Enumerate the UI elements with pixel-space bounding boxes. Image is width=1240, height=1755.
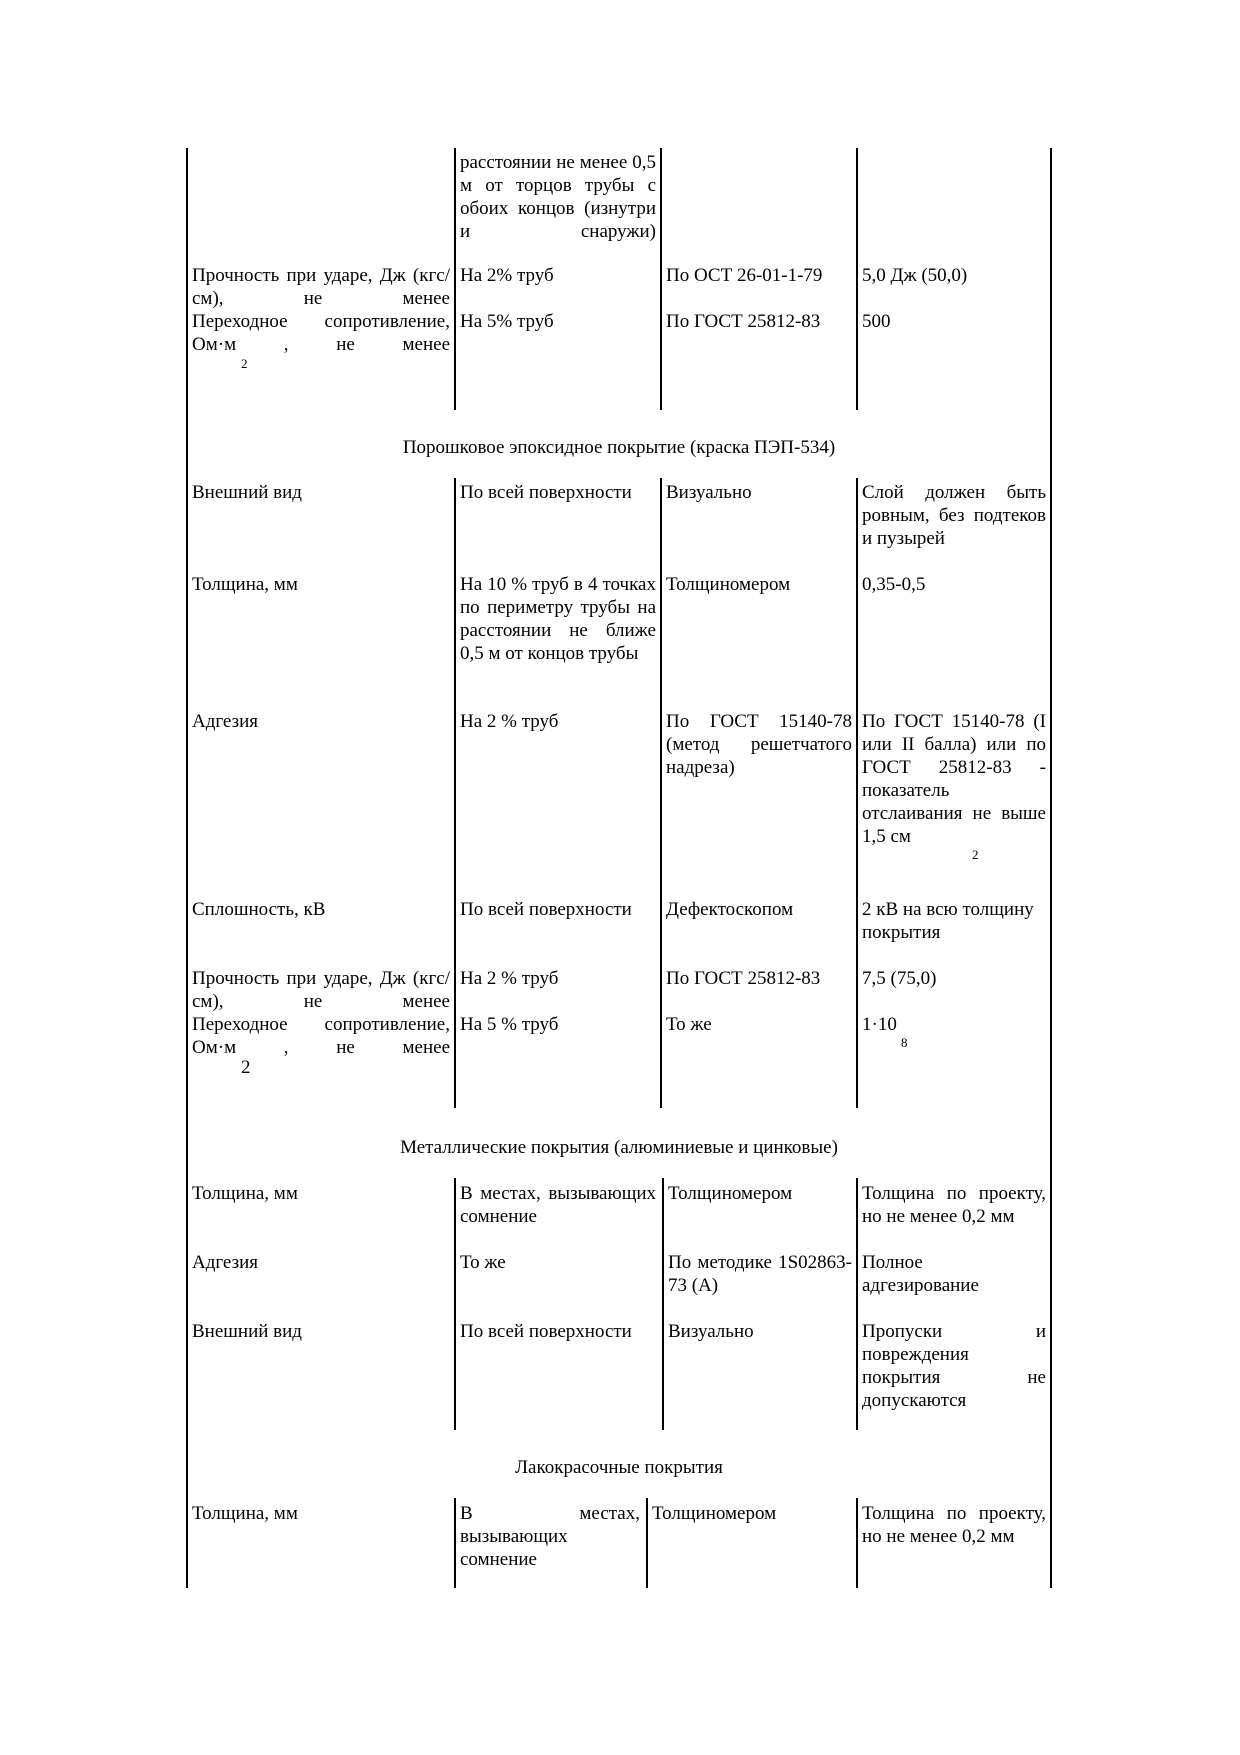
table-cell-scope: На 2 % труб — [460, 968, 559, 989]
table-cell-requirement: 500 — [862, 311, 891, 332]
table-cell-scope: На 2% труб — [460, 265, 554, 286]
column-divider — [856, 148, 858, 410]
column-divider — [454, 478, 456, 1108]
table-cell-parameter: Прочность при ударе, Дж (кгс/см), не менее — [192, 968, 450, 1012]
table-cell-parameter: Внешний вид — [192, 482, 302, 503]
table-cell-requirement: Полное адгезирование — [862, 1252, 979, 1296]
table-cell-method: По ГОСТ 25812-83 — [666, 311, 821, 332]
table-cell-parameter: Толщина, мм — [192, 1503, 298, 1524]
column-divider — [856, 1178, 858, 1430]
column-divider — [856, 478, 858, 1108]
table-cell-method: Толщиномером — [668, 1183, 793, 1204]
table-cell-parameter: Толщина, мм — [192, 574, 298, 595]
table-cell-scope: На 5 % труб — [460, 1014, 559, 1035]
table-cell-method: По ГОСТ 25812-83 — [666, 968, 821, 989]
table-cell-requirement: 2 кВ на всю толщину покрытия — [862, 899, 1034, 943]
table-cell-parameter: Внешний вид — [192, 1321, 302, 1342]
column-divider — [660, 148, 662, 410]
table-cell-scope: По всей поверхности — [460, 899, 632, 920]
table-cell-scope: В местах, вызывающих сомнение — [460, 1183, 656, 1227]
table-cell-parameter: Прочность при ударе, Дж (кгс/см), не менее — [192, 265, 450, 309]
table-cell-method: Визуально — [668, 1321, 754, 1342]
table-cell-requirement: 0,35-0,5 — [862, 574, 926, 595]
table-cell-parameter: Адгезия — [192, 1252, 259, 1273]
section-heading: Порошковое эпоксидное покрытие (краска ПЭП-534) — [402, 437, 836, 458]
column-divider — [662, 1178, 664, 1430]
table-cell-parameter: Сплошность, кВ — [192, 899, 326, 920]
table-cell-requirement: 5,0 Дж (50,0) — [862, 265, 968, 286]
table-cell-requirement: Толщина по проекту, но не менее 0,2 мм — [862, 1183, 1046, 1227]
table-cell-method: Толщиномером — [652, 1503, 777, 1524]
table-cell-method: Визуально — [666, 482, 752, 503]
column-divider — [454, 1178, 456, 1430]
table-cell-parameter: Переходное сопротивление, Ом·м , не менее — [192, 311, 450, 355]
table-cell-scope: В местах, вызывающих сомнение — [460, 1503, 640, 1570]
column-divider — [646, 1498, 648, 1588]
column-divider — [454, 1498, 456, 1588]
table-cell-method: По методике 1S02863-73 (А) — [668, 1252, 852, 1296]
table-cell-requirement: 1·10 — [862, 1014, 897, 1035]
table-cell-requirement: Пропуски и повреждения покрытия не допускаются — [862, 1321, 1046, 1411]
table-cell-scope: То же — [460, 1252, 506, 1273]
column-divider — [856, 1498, 858, 1588]
superscript: 8 — [901, 1035, 908, 1050]
table-cell-scope: На 2 % труб — [460, 711, 559, 732]
table-cell-requirement: По ГОСТ 15140-78 (I или II балла) или по ГОСТ 25812-83 - показатель отслаивания не выше 1,5 см — [862, 711, 1046, 847]
table-cell-scope: расстоянии не менее 0,5 м от торцов трубы с обоих концов (изнутри и снаружи) — [460, 152, 656, 242]
table-right-border — [1050, 148, 1052, 1588]
column-divider — [660, 478, 662, 1108]
table-cell-method: Дефектоскопом — [666, 899, 794, 920]
table-left-border — [186, 148, 188, 1588]
table-cell-scope: По всей поверхности — [460, 1321, 632, 1342]
table-cell-method: Толщиномером — [666, 574, 791, 595]
superscript: 2 — [241, 1057, 251, 1078]
table-cell-parameter: Адгезия — [192, 711, 259, 732]
superscript: 2 — [972, 847, 979, 862]
table-cell-requirement: Слой должен быть ровным, без подтеков и пузырей — [862, 482, 1046, 549]
superscript: 2 — [241, 356, 248, 371]
column-divider — [454, 148, 456, 410]
table-cell-scope: На 5% труб — [460, 311, 554, 332]
table-cell-method: По ОСТ 26-01-1-79 — [666, 265, 823, 286]
table-cell-method: По ГОСТ 15140-78 (метод решетчатого надреза) — [666, 711, 852, 778]
table-cell-scope: По всей поверхности — [460, 482, 632, 503]
section-heading: Металлические покрытия (алюминиевые и цинковые) — [400, 1137, 838, 1158]
section-heading: Лакокрасочные покрытия — [515, 1457, 723, 1478]
table-cell-parameter: Переходное сопротивление, Ом·м , не менее — [192, 1014, 450, 1058]
table-cell-parameter: Толщина, мм — [192, 1183, 298, 1204]
table-cell-method: То же — [666, 1014, 712, 1035]
table-cell-requirement: Толщина по проекту, но не менее 0,2 мм — [862, 1503, 1046, 1547]
table-cell-scope: На 10 % труб в 4 точках по периметру трубы на расстоянии не ближе 0,5 м от концов трубы — [460, 574, 656, 664]
table-cell-requirement: 7,5 (75,0) — [862, 968, 937, 989]
